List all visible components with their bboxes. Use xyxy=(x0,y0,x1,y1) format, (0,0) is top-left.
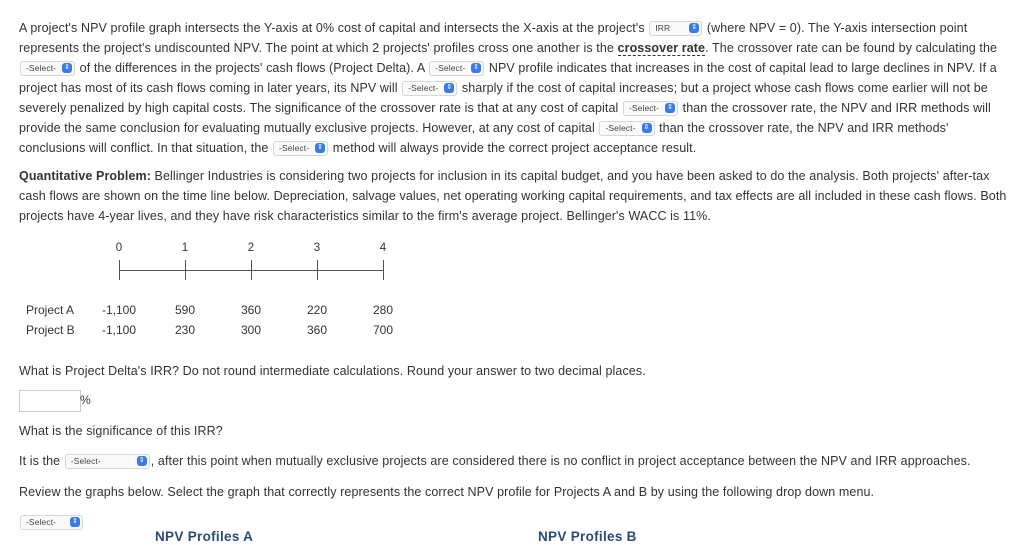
select-value: IRR xyxy=(655,23,671,33)
intro-text-8: than the crossover rate, the NPV and IRR methods' conclusions will conflict. In that situation, the xyxy=(19,121,949,155)
timeline-tick xyxy=(383,260,384,280)
select-7[interactable] xyxy=(273,141,328,156)
select-value: -Select- xyxy=(26,517,57,527)
intro-text-4: of the differences in the projects' cash flows (Project Delta). A xyxy=(76,61,429,75)
question-delta-irr: What is Project Delta's IRR? Do not round intermediate calculations. Round your answer to two decimal places. xyxy=(19,364,646,378)
intro-text-7: than the crossover rate, the NPV and IRR methods will provide the same conclusion for evaluating mutually exclusive projects. However, at any cost of capital xyxy=(19,101,991,135)
significance-pre-text: It is the xyxy=(19,454,64,468)
intro-text-2: (where NPV = 0). The Y-axis intersection point represents the project's undiscounted NPV. The point at which 2 projects' profiles cross one another is the xyxy=(19,21,968,55)
timeline-tick xyxy=(119,260,120,280)
chevron-updown-icon: ⇕ xyxy=(642,123,652,133)
select-value: -Select- xyxy=(408,83,439,93)
problem-paragraph xyxy=(19,166,1009,226)
period-label: 0 xyxy=(115,242,123,254)
project-b-cf-2: 300 xyxy=(240,323,262,337)
question-significance: What is the significance of this IRR? xyxy=(19,424,223,438)
project-b-cf-0: -1,100 xyxy=(101,323,137,337)
project-a-cf-0: -1,100 xyxy=(101,303,137,317)
select-4[interactable] xyxy=(402,81,457,96)
period-label: 3 xyxy=(313,242,321,254)
project-b-label: Project B xyxy=(26,323,75,337)
intro-text-6: sharply if the cost of capital increases; but a project whose cash flows come earlier will not be severely penalized by high capital costs. The significance of the crossover rate is that at any cost of capital xyxy=(19,81,988,115)
percent-unit: % xyxy=(80,393,91,407)
period-label: 2 xyxy=(247,242,255,254)
significance-post-text: , after this point when mutually exclusive projects are considered there is no conflict in project acceptance between the NPV and IRR approaches. xyxy=(150,454,971,468)
graph-select[interactable] xyxy=(20,515,83,530)
crossover-rate-term[interactable]: crossover rate xyxy=(617,41,706,55)
project-b-cf-1: 230 xyxy=(174,323,196,337)
intro-paragraph xyxy=(19,18,1009,158)
irr-select-1[interactable] xyxy=(649,21,702,36)
timeline-axis xyxy=(120,270,384,271)
project-a-cf-3: 220 xyxy=(306,303,328,317)
intro-text-3: . The crossover rate can be found by calculating the xyxy=(705,41,998,55)
cash-flow-timeline xyxy=(19,236,439,346)
period-label: 1 xyxy=(181,242,189,254)
period-label: 4 xyxy=(379,242,387,254)
select-6[interactable] xyxy=(599,121,654,136)
delta-irr-input[interactable] xyxy=(19,390,81,412)
select-2[interactable] xyxy=(20,61,75,76)
chevron-updown-icon: ⇕ xyxy=(62,63,72,73)
select-value: -Select- xyxy=(435,63,466,73)
project-a-cf-4: 280 xyxy=(372,303,394,317)
chevron-updown-icon: ⇕ xyxy=(70,517,80,527)
project-a-cf-1: 590 xyxy=(174,303,196,317)
select-value: -Select- xyxy=(628,103,660,113)
significance-select[interactable] xyxy=(65,454,150,469)
timeline-tick xyxy=(185,260,186,280)
select-value: -Select- xyxy=(605,123,636,133)
project-b-cf-4: 700 xyxy=(372,323,394,337)
intro-text-5: NPV profile indicates that increases in the cost of capital lead to large declines in NPV. If a project has most of its cash flows coming in later years, its NPV will xyxy=(19,61,997,95)
problem-text: Bellinger Industries is considering two projects for inclusion in its capital budget, and you have been asked to do the analysis. Both projects' after-tax cash flows are shown on the time line below. Depreciation, salvage values, net operating working capital requirements, and tax effects are all included in these cash flows. Both projects have 4-year lives, and they have risk characteristics similar to the firm's average project. Bellinger's WACC is 11%. xyxy=(19,169,1007,223)
chevron-updown-icon: ⇕ xyxy=(137,456,147,466)
intro-text-1: A project's NPV profile graph intersects the Y-axis at 0% cost of capital and intersects the X-axis at the project's xyxy=(19,21,649,35)
project-b-cf-3: 360 xyxy=(306,323,328,337)
npv-profiles-b-title: NPV Profiles B xyxy=(538,529,637,544)
project-a-cf-2: 360 xyxy=(240,303,262,317)
chevron-updown-icon: ⇕ xyxy=(665,103,675,113)
chevron-updown-icon: ⇕ xyxy=(444,83,454,93)
select-3[interactable] xyxy=(429,61,484,76)
npv-profiles-a-title: NPV Profiles A xyxy=(155,529,254,544)
chevron-updown-icon: ⇕ xyxy=(689,23,699,33)
select-value: -Select- xyxy=(70,456,101,466)
select-5[interactable] xyxy=(623,101,678,116)
select-value: -Select- xyxy=(279,143,310,153)
timeline-tick xyxy=(251,260,252,280)
problem-label: Quantitative Problem: xyxy=(19,169,151,183)
intro-text-9: method will always provide the correct project acceptance result. xyxy=(329,141,697,155)
question-graph-select: Review the graphs below. Select the graph that correctly represents the correct NPV profile for Projects A and B by using the following drop down menu. xyxy=(19,485,875,499)
chevron-updown-icon: ⇕ xyxy=(315,143,325,153)
select-value: -Select- xyxy=(26,63,57,73)
project-a-label: Project A xyxy=(26,303,75,317)
significance-answer-line xyxy=(19,451,1009,471)
chevron-updown-icon: ⇕ xyxy=(471,63,481,73)
timeline-tick xyxy=(317,260,318,280)
